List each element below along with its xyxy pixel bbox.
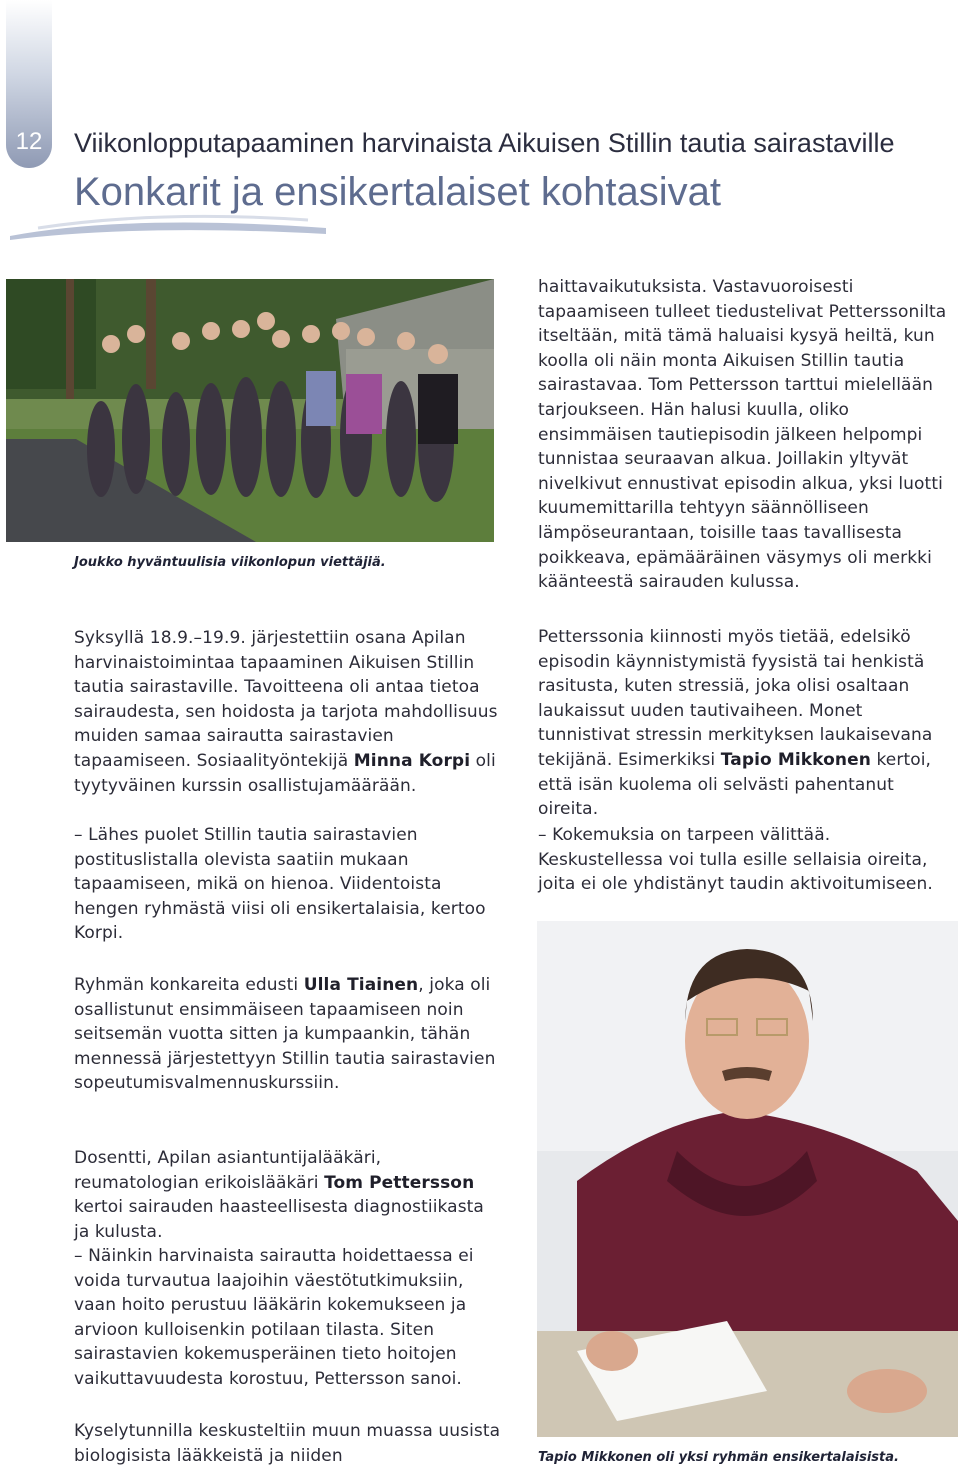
left-p1-text-b: oli tyytyväinen kurssin osallistujamäärään. bbox=[74, 750, 496, 796]
person-name-tapio-mikkonen: Tapio Mikkonen bbox=[720, 749, 871, 770]
portrait-photo bbox=[537, 921, 958, 1437]
right-paragraph-2 bbox=[538, 625, 958, 822]
person-name-ulla-tiainen: Ulla Tiainen bbox=[303, 975, 419, 995]
left-p4-text-b: kertoi sairauden haasteellisesta diagnostiikasta ja kulusta. bbox=[74, 1197, 484, 1242]
group-photo-caption: Joukko hyväntuulisia viikonlopun viettäjiä. bbox=[74, 555, 386, 570]
left-paragraph-3 bbox=[74, 973, 504, 1096]
left-p3-text-a: Ryhmän konkareita edusti bbox=[74, 975, 304, 995]
page-number: 12 bbox=[15, 128, 43, 155]
left-paragraph-6: Kyselytunnilla keskusteltiin muun muassa uusista biologisista lääkkeistä ja niiden bbox=[74, 1421, 501, 1466]
left-p3-text-b: , joka oli osallistunut ensimmäiseen tapaamiseen noin seitsemän vuotta sitten ja kumpaankin, tähän mennessä järjestettyyn Stillin tautia sairastavien sopeutumisvalmennuskurssiin. bbox=[74, 975, 496, 1094]
left-paragraph-4 bbox=[74, 1146, 504, 1244]
left-paragraph-2: – Lähes puolet Stillin tautia sairastavien postituslistalla olevista saatiin mukaan tapaamiseen, mikä on hienoa. Viidentoista hengen ryhmästä viisi oli ensikertalaisia, kertoo Korpi. bbox=[74, 825, 486, 944]
right-paragraph-3: – Kokemuksia on tarpeen välittää. Keskustellessa voi tulla esille sellaisia oireita, joita ei ole yhdistänyt taudin aktivoitumiseen. bbox=[538, 825, 933, 895]
left-paragraph-5: – Näinkin harvinaista sairautta hoidettaessa ei voida turvautua laajoihin väestötutkimuksiin, vaan hoito perustuu lääkärin kokemukseen ja arvioon kulloisenkin potilaan tilasta. Siten sairastavien kokemusperäinen tieto hoitojen vaikuttavuudesta korostuu, Pettersson sanoi. bbox=[74, 1246, 474, 1389]
article-kicker: Viikonlopputapaaminen harvinaista Aikuisen Stillin tautia sairastaville bbox=[74, 128, 895, 158]
right-paragraph-1: haittavaikutuksista. Vastavuoroisesti tapaamiseen tulleet tiedustelivat Petterssonilta itseltään, mitä tämä haluaisi kysyä heiltä, kun koolla oli näin monta Aikuisen Stillin tautia sairastavaa. Tom Pettersson tarttui mielellään tarjoukseen. Hän halusi kuulla, oliko ensimmäisen tautiepisodin jälkeen helpompi tunnistaa seuraavan alkua. Joillakin yltyvät nivelkivut ennustivat episodin alkua, yksi luotti kuumemittarilla tehtyyn säännölliseen lämpöseurantaan, toisille taas tavallisesta poikkeava, epämääräinen väsymys oli merkki käänteestä sairauden kulussa. bbox=[538, 277, 947, 593]
person-name-tom-pettersson: Tom Pettersson bbox=[324, 1172, 475, 1193]
portrait-photo-caption: Tapio Mikkonen oli yksi ryhmän ensikertalaisista. bbox=[538, 1450, 899, 1465]
right-p2-text-a: Petterssonia kiinnosti myös tietää, edelsikö episodin käynnistymistä fyysistä tai henkistä rasitusta, kuten stressiä, joka olisi osaltaan laukaissut uuden tautivaiheen. Monet tunnistivat stressin merkityksen laukaisevana tekijänä. Esimerkiksi bbox=[538, 627, 933, 770]
right-p2-text-b: kertoi, että isän kuolema oli selvästi pahentanut oireita. bbox=[538, 749, 932, 820]
group-photo bbox=[6, 279, 494, 542]
article-headline: Konkarit ja ensikertalaiset kohtasivat bbox=[74, 170, 721, 214]
person-name-minna-korpi: Minna Korpi bbox=[353, 750, 471, 771]
decorative-swoosh bbox=[8, 206, 328, 244]
left-p1-text-a: Syksyllä 18.9.–19.9. järjestettiin osana Apilan harvinaistoimintaa tapaaminen Aikuisen Stillin tautia sairastaville. Tavoitteena oli antaa tietoa sairaudesta, sen hoidosta ja tarjota mahdollisuus muiden samaa sairautta sairastavien tapaamiseen. Sosiaalityöntekijä bbox=[74, 628, 498, 771]
left-paragraph-1 bbox=[74, 626, 504, 798]
left-p4-text-a: Dosentti, Apilan asiantuntijalääkäri, reumatologian erikoislääkäri bbox=[74, 1148, 382, 1193]
